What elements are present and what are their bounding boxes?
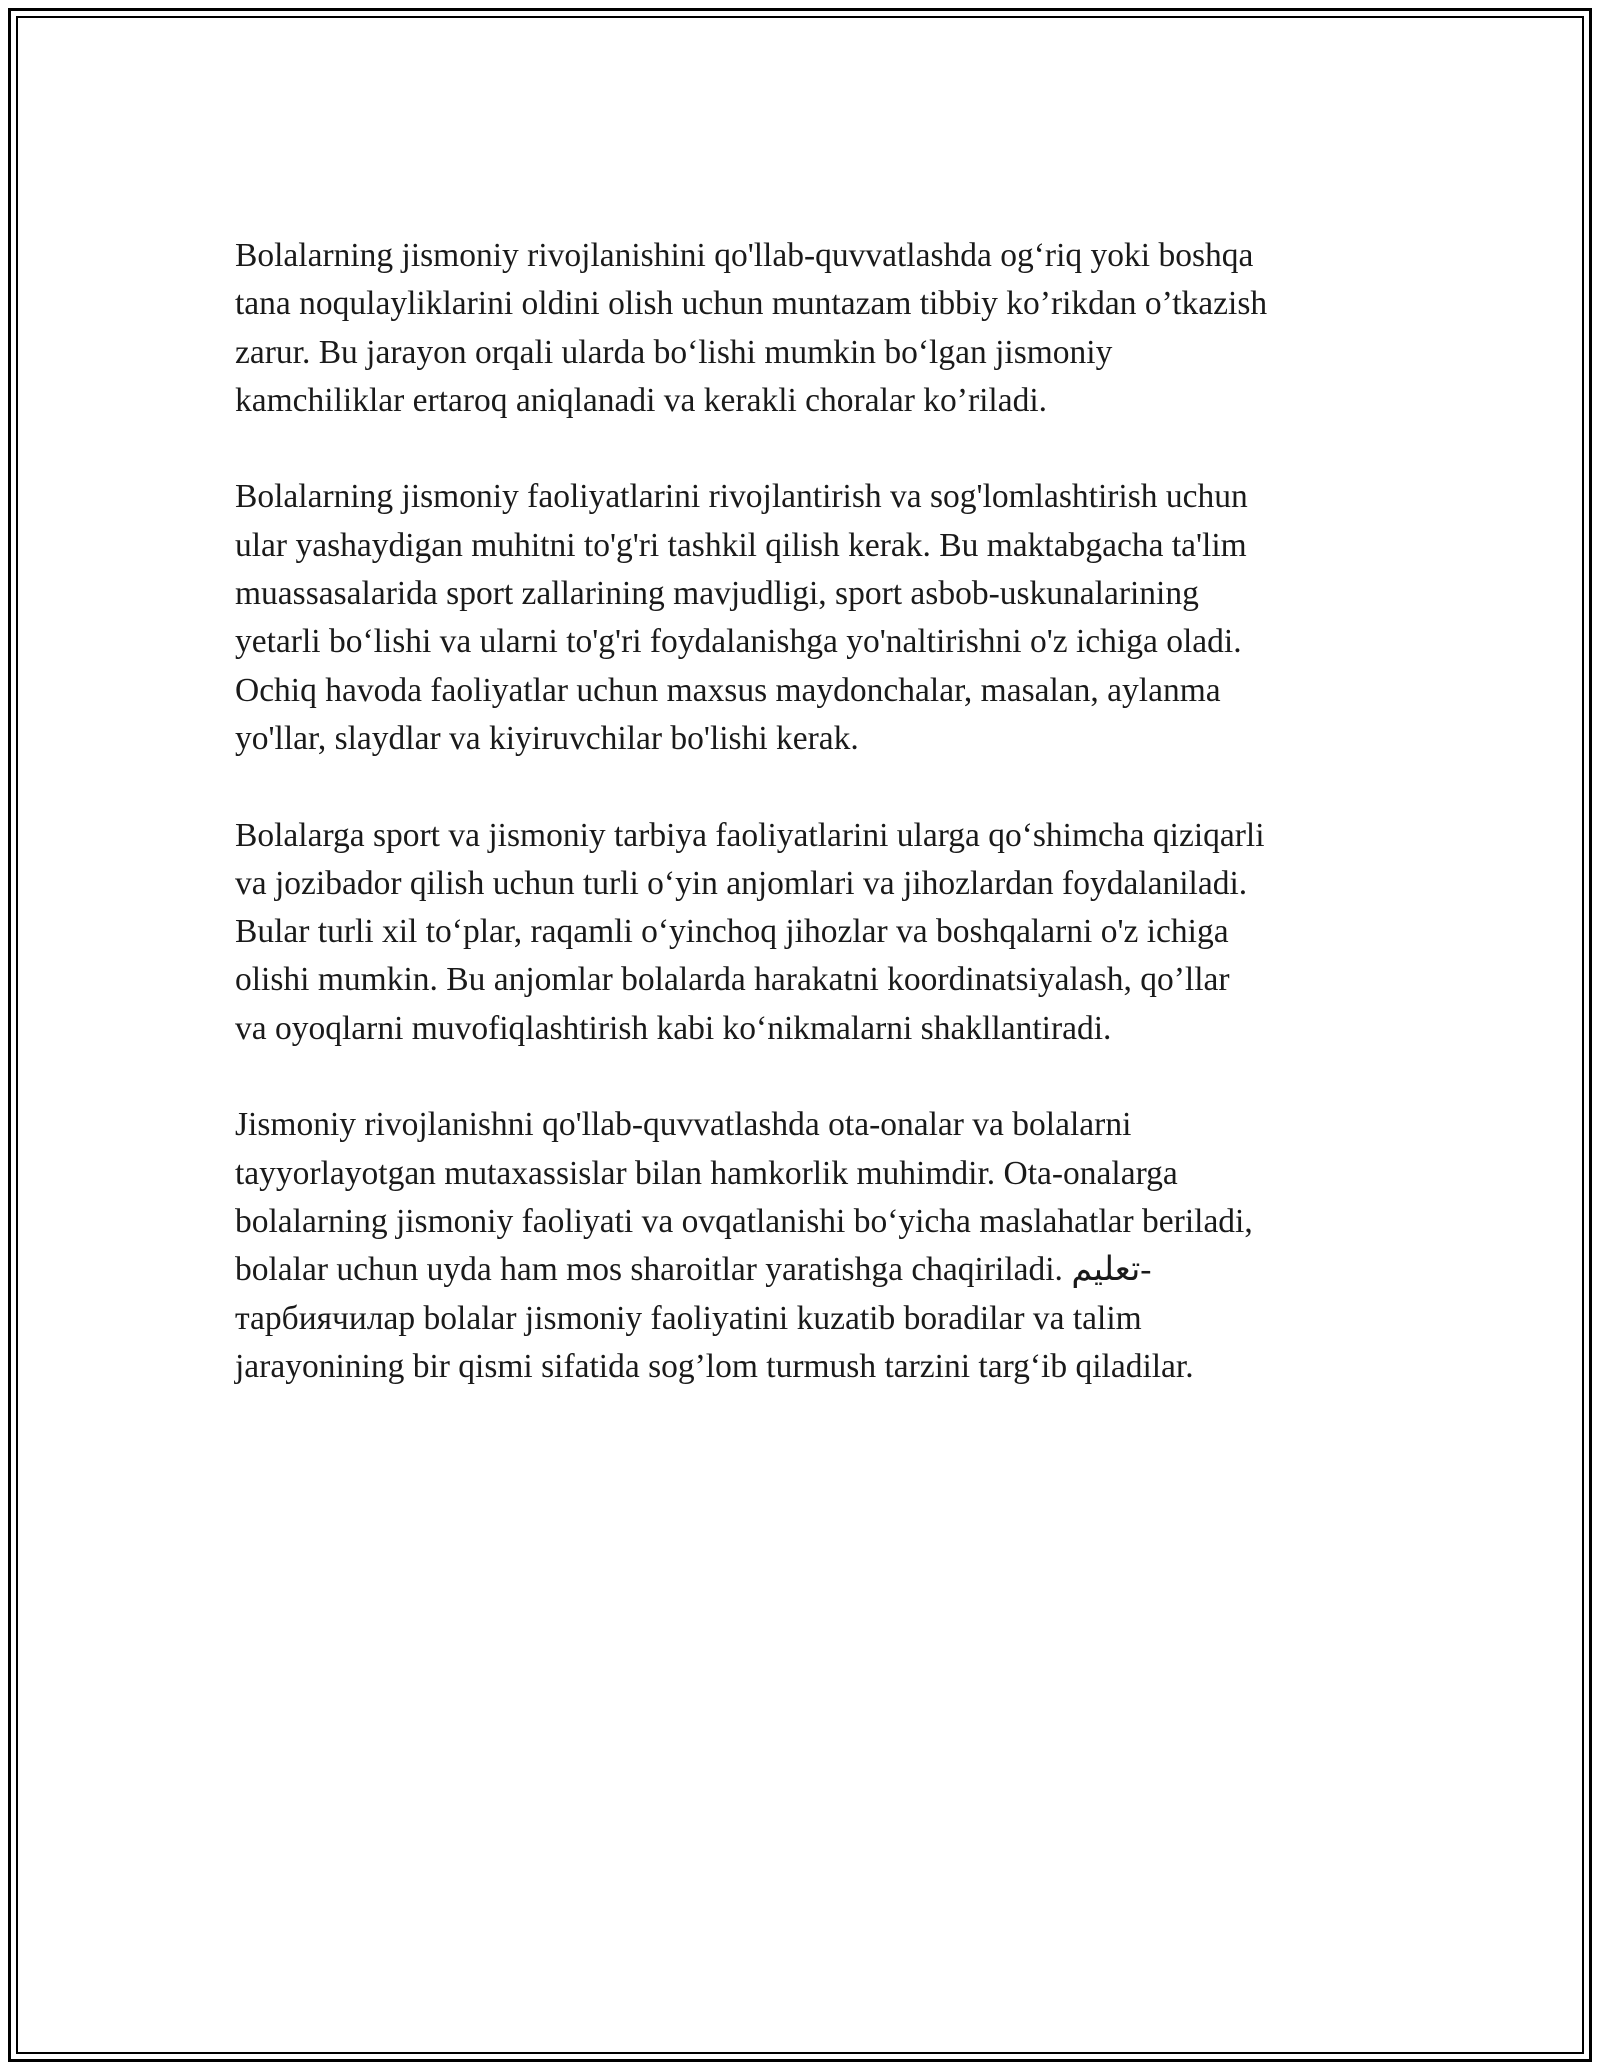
paragraph-3 bbox=[235, 812, 1375, 1053]
text-line: muassasalarida sport zallarining mavjudligi, sport asbob-uskunalarining bbox=[235, 575, 1199, 613]
text-line: va jozibador qilish uchun turli o‘yin anjomlari va jihozlardan foydalaniladi. bbox=[235, 864, 1248, 902]
text-line: zarur. Bu jarayon orqali ularda bo‘lishi mumkin bo‘lgan jismoniy bbox=[235, 333, 1113, 371]
text-line: yo'llar, slaydlar va kiyiruvchilar bo'lishi kerak. bbox=[235, 719, 859, 757]
text-line: Bolalarning jismoniy faoliyatlarini rivojlantirish va sog'lomlashtirish uchun bbox=[235, 478, 1248, 516]
text-line: olishi mumkin. Bu anjomlar bolalarda harakatni koordinatsiyalash, qo’llar bbox=[235, 961, 1230, 999]
paragraph-1 bbox=[235, 232, 1375, 425]
text-line: bolalarning jismoniy faoliyati va ovqatlanishi bo‘yicha maslahatlar beriladi, bbox=[235, 1202, 1253, 1240]
text-line: Bular turli xil to‘plar, raqamli o‘yinchoq jihozlar va boshqalarni o'z ichiga bbox=[235, 913, 1229, 951]
text-line: tana noqulayliklarini oldini olish uchun muntazam tibbiy ko’rikdan o’tkazish bbox=[235, 285, 1268, 323]
text-line: kamchiliklar ertaroq aniqlanadi va kerakli choralar ko’riladi. bbox=[235, 381, 1048, 419]
text-line: Ochiq havoda faoliyatlar uchun maxsus maydonchalar, masalan, aylanma bbox=[235, 671, 1221, 709]
paragraph-4 bbox=[235, 1101, 1375, 1391]
text-line: yetarli bo‘lishi va ularni to'g'ri foydalanishga yo'naltirishni o'z ichiga oladi. bbox=[235, 623, 1242, 661]
text-line: тарбиячилар bolalar jismoniy faoliyatini kuzatib boradilar va talim bbox=[235, 1299, 1142, 1337]
text-line: tayyorlayotgan mutaxassislar bilan hamkorlik muhimdir. Ota-onalarga bbox=[235, 1154, 1178, 1192]
text-line: ular yashaydigan muhitni to'g'ri tashkil qilish kerak. Bu maktabgacha ta'lim bbox=[235, 526, 1247, 564]
document-body bbox=[235, 232, 1375, 1439]
text-line: Jismoniy rivojlanishni qo'llab-quvvatlashda ota-onalar va bolalarni bbox=[235, 1106, 1132, 1144]
text-line: va oyoqlarni muvofiqlashtirish kabi ko‘nikmalarni shakllantiradi. bbox=[235, 1009, 1112, 1047]
paragraph-2 bbox=[235, 473, 1375, 763]
text-line: Bolalarga sport va jismoniy tarbiya faoliyatlarini ularga qo‘shimcha qiziqarli bbox=[235, 816, 1265, 854]
text-line: Bolalarning jismoniy rivojlanishini qo'llab-quvvatlashda og‘riq yoki boshqa bbox=[235, 237, 1254, 274]
text-line: jarayonining bir qismi sifatida sog’lom turmush tarzini targ‘ib qiladilar. bbox=[235, 1347, 1194, 1385]
text-line: bolalar uchun uyda ham mos sharoitlar yaratishga chaqiriladi. تعليم- bbox=[235, 1251, 1152, 1289]
